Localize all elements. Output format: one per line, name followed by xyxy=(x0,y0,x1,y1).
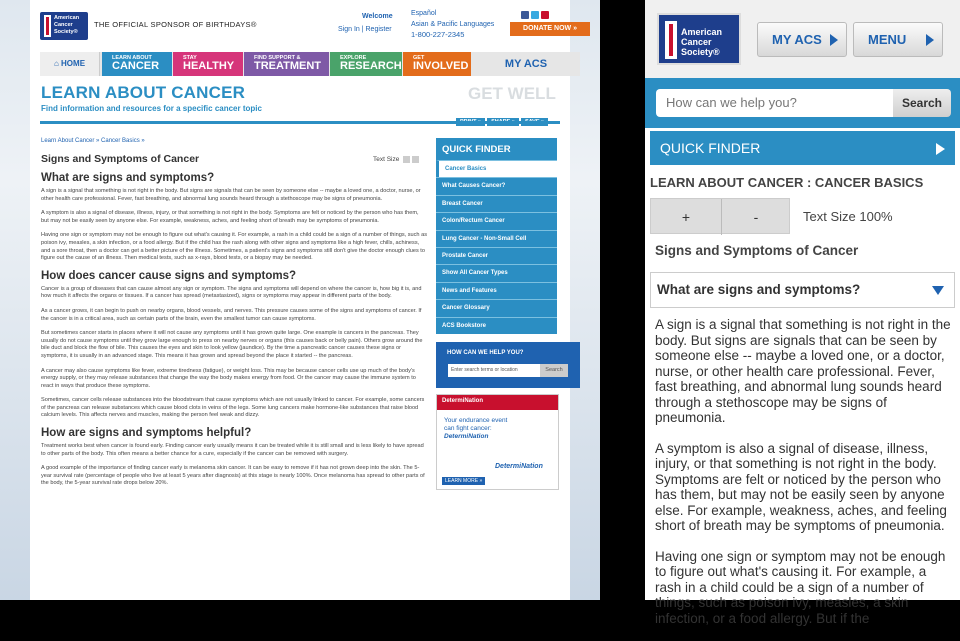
desktop-header xyxy=(40,0,577,48)
nav-tab-learn-about-cancer[interactable] xyxy=(102,52,172,76)
sword-icon xyxy=(665,21,677,59)
quick-finder-item[interactable]: Colon/Rectum Cancer xyxy=(436,212,557,229)
welcome-text: Welcome xyxy=(362,13,393,20)
acs-logo[interactable] xyxy=(40,12,88,40)
my-acs-button[interactable] xyxy=(757,22,847,57)
determination-brand: DetermiNation xyxy=(495,463,543,470)
determination-title: DetermiNation xyxy=(437,395,558,410)
quick-finder-item[interactable]: What Causes Cancer? xyxy=(436,177,557,194)
article-body xyxy=(41,172,427,495)
signin-register-link[interactable]: Sign In | Register xyxy=(338,26,392,33)
mobile-quick-finder[interactable] xyxy=(650,131,955,165)
nav-tab-explore-research[interactable] xyxy=(330,52,402,76)
donate-now-button[interactable]: DONATE NOW » xyxy=(510,22,590,36)
mobile-article-body xyxy=(655,317,953,641)
quick-finder-item[interactable]: ACS Bookstore xyxy=(436,317,557,334)
chevron-right-icon xyxy=(936,143,945,155)
my-acs-label: MY ACS xyxy=(772,32,822,47)
nav-tab-small: EXPLORE xyxy=(340,55,367,61)
paragraph: A good example of the importance of finding cancer early is melanoma skin cancer. It can be easy to remove if it has not grown deep into the skin. The 5-year survival rate (percentage of people who live at least 5 years after diagnosis) at this stage is nearly 100%. Once melanoma has spread to other parts of the body, the 5-year survival rate drops below 20%. xyxy=(41,465,425,487)
mobile-page-title: Signs and Symptoms of Cancer xyxy=(655,243,859,258)
mobile-search-button[interactable]: Search xyxy=(893,89,951,117)
sword-icon xyxy=(44,15,51,37)
text-size-label: Text Size xyxy=(373,156,400,164)
paragraph: A symptom is also a signal of disease, illness, injury, or that something is not right in the body. Symptoms are felt or noticed by the person who has them, but may not be easily seen by anyone else. For example, weakness, aches, and feeling short of breath may be symptoms of pneumonia. xyxy=(655,440,947,533)
nav-tab-small: LEARN ABOUT xyxy=(112,55,152,61)
paragraph: Having one sign or symptom may not be enough to figure out what's causing it. For example, a rash in a child could be a sign of a number of things, such as poison ivy, measles, a skin infection, or a food allergy. But if the child has the rash along with other signs and symptoms like a high fever, chills, achiness, and a sore throat, then a doctor can get a better picture of the illness. Sometimes, a patient's signs and symptoms still don't give the doctor enough clues to figure out the cause of an illness. Then medical tests, such as x-rays, blood tests, or a biopsy may be needed. xyxy=(41,232,428,262)
quick-finder-item[interactable]: News and Features xyxy=(436,282,557,299)
learn-more-button[interactable]: LEARN MORE » xyxy=(442,477,485,485)
nav-tab-big: RESEARCH xyxy=(340,60,402,72)
asian-languages-link[interactable]: Asian & Pacific Languages xyxy=(411,21,495,28)
nav-tab-small: FIND SUPPORT & xyxy=(254,55,301,61)
text-size-stepper xyxy=(650,198,790,234)
help-search-button[interactable]: Search xyxy=(540,364,568,377)
paragraph: A sign is a signal that something is not right in the body. But signs are signals that can be seen by someone else -- maybe a loved one, or a doctor, nurse, or other health care professional. Fever, fast breathing, and abnormal lung sounds heard through a stethoscope may be signs of pneumonia. xyxy=(655,317,951,425)
espanol-link[interactable]: Español xyxy=(411,10,437,17)
sponsor-tagline: THE OFFICIAL SPONSOR OF BIRTHDAYS® xyxy=(94,20,257,29)
paragraph: A sign is a signal that something is not right in the body. But signs are signals that can be seen by someone else -- maybe a loved one, a doctor, nurse, or other health care professional. Fever, fast breathing, and abnormal lung sounds heard through a stethoscope may be signs of pneumonia. xyxy=(41,188,421,202)
paragraph: A cancer may also cause symptoms like fever, extreme tiredness (fatigue), or weight loss. This may be because cancer cells use up much of the body's energy supply, or they may release substances that change the way the body makes energy from food. Or the cancer may cause the immune system to react in ways that produce these symptoms. xyxy=(41,367,416,389)
chevron-down-icon xyxy=(932,286,944,295)
quick-finder-label: QUICK FINDER xyxy=(660,140,761,156)
nav-tab-find-support-treatment[interactable] xyxy=(244,52,329,76)
nav-tab-big: HEALTHY xyxy=(183,60,235,72)
section-divider xyxy=(40,121,560,124)
main-nav xyxy=(40,52,580,76)
text-size-increase-icon[interactable] xyxy=(412,156,419,163)
paragraph: As a cancer grows, it can begin to push on nearby organs, blood vessels, and nerves. This pressure causes some of the signs and symptoms of cancer. If the cancer is in a critical area, such as certain parts of the brain, even the smallest tumor can cause symptoms. xyxy=(41,307,422,322)
mobile-acs-logo[interactable] xyxy=(657,13,741,65)
logo-text: American Cancer Society® xyxy=(681,27,723,57)
mobile-breadcrumb: LEARN ABOUT CANCER : CANCER BASICS xyxy=(650,175,924,190)
determination-ad[interactable] xyxy=(436,394,559,490)
determination-text xyxy=(444,417,507,441)
heading-how-helpful: How are signs and symptoms helpful? xyxy=(41,427,252,440)
nav-tab-small: GET xyxy=(413,55,425,61)
quick-finder-item[interactable]: Lung Cancer - Non-Small Cell xyxy=(436,230,557,247)
nav-tab-big: TREATMENT xyxy=(254,60,322,72)
paragraph: Treatment works best when cancer is found early. Finding cancer early usually means it can be treated while it is still small and is less likely to have spread to other parts of the body. This often means a better chance for a cure, especially if the cancer can be removed with surgery. xyxy=(41,443,424,457)
chevron-right-icon xyxy=(926,34,934,46)
twitter-icon[interactable] xyxy=(531,11,539,19)
determination-line: can fight cancer: xyxy=(444,425,492,432)
mobile-header xyxy=(645,0,960,78)
nav-my-acs[interactable]: MY ACS xyxy=(504,58,548,70)
nav-tab-big: INVOLVED xyxy=(413,60,469,72)
youtube-icon[interactable] xyxy=(541,11,549,19)
page-tools xyxy=(454,110,548,128)
section-dropdown-value: What are signs and symptoms? xyxy=(657,282,861,297)
heading-how-does-cancer: How does cancer cause signs and symptoms? xyxy=(41,269,296,282)
quick-finder-item[interactable]: Breast Cancer xyxy=(436,195,557,212)
paragraph: Cancer is a group of diseases that can cause almost any sign or symptom. The signs and symptoms will depend on where the cancer is, how big it is, and how much it affects the organs or tissues. If a cancer has spread (metastasized), signs or symptoms may appear in different parts of the body. xyxy=(41,285,422,300)
mobile-search-input[interactable]: How can we help you? xyxy=(656,89,893,117)
quick-finder-item[interactable]: Cancer Glossary xyxy=(436,299,557,316)
page-title: Signs and Symptoms of Cancer xyxy=(41,153,200,165)
desktop-page xyxy=(30,0,577,600)
text-size-decrease-icon[interactable] xyxy=(403,156,410,163)
help-search-box xyxy=(436,342,580,388)
text-size-decrease-button[interactable]: - xyxy=(753,209,759,225)
menu-label: MENU xyxy=(868,32,907,47)
paragraph: A symptom is also a signal of disease, illness, injury, or that something is not right in the body. Symptoms are felt or noticed by the person who has them, but may not be easily seen by anyone else. For example, weakness, aches, and feeling short of breath may be symptoms of pneumonia. xyxy=(41,210,419,224)
text-size-label: Text Size 100% xyxy=(803,209,893,224)
phone-number: 1-800-227-2345 xyxy=(411,30,465,39)
quick-finder xyxy=(436,138,557,334)
chevron-right-icon xyxy=(830,34,838,46)
paragraph: Having one sign or symptom may not be enough to figure out what's causing it. For example, a rash in a child could be a sign of a number of things, such as poison ivy, measles, a skin infection, or a food allergy. But if the xyxy=(655,548,946,626)
quick-finder-item[interactable]: Cancer Basics xyxy=(436,160,557,177)
help-search-input[interactable]: Enter search terms or location xyxy=(448,364,540,377)
nav-tab-big: CANCER xyxy=(112,60,160,72)
determination-line: DetermiNation xyxy=(444,433,489,440)
heading-what-are-signs: What are signs and symptoms? xyxy=(41,172,215,184)
quick-finder-item[interactable]: Prostate Cancer xyxy=(436,247,557,264)
nav-tab-small: STAY xyxy=(183,55,197,61)
section-dropdown[interactable] xyxy=(650,272,955,308)
get-well-label: GET WELL xyxy=(468,84,556,103)
section-title: LEARN ABOUT CANCER xyxy=(41,83,246,102)
menu-button[interactable] xyxy=(853,22,943,57)
paragraph: Sometimes, cancer cells release substances into the bloodstream that cause symptoms which are not usually linked to cancer. For example, some cancers of the pancreas can release substances which cause blood clots in veins of the legs. Some lung cancers make hormone-like substances that raise blood calcium levels. This affects nerves and muscles, making the person feel weak and dizzy. xyxy=(41,397,425,419)
help-title: HOW CAN WE HELP YOU? xyxy=(447,350,524,356)
nav-tab-stay-healthy[interactable] xyxy=(173,52,243,76)
text-size-control xyxy=(373,156,419,163)
facebook-icon[interactable] xyxy=(521,11,529,19)
mobile-screenshot xyxy=(645,0,960,626)
text-size-increase-button[interactable]: + xyxy=(681,209,691,225)
paragraph: But sometimes cancer starts in places where it will not cause any symptoms until it has grown quite large. One example is cancers in the pancreas. They usually do not cause symptoms until they grow large enough to press on nearby nerves or organs (this causes back or belly pain). Others grow around the bile duct and block the flow of bile. This causes the eyes and skin to look yellow (jaundice). By the time a pancreatic cancer causes these signs or symptoms, it is usually in an advanced stage. This means it has grown and spread beyond the place it started -- the pancreas. xyxy=(41,330,423,359)
section-subtitle: Find information and resources for a specific cancer topic xyxy=(41,104,262,113)
logo-text: American Cancer Society® xyxy=(54,15,80,35)
quick-finder-item[interactable]: Show All Cancer Types xyxy=(436,264,557,281)
breadcrumb[interactable]: Learn About Cancer » Cancer Basics » xyxy=(41,138,145,144)
nav-tab-get-involved[interactable] xyxy=(403,52,471,76)
quick-finder-title: QUICK FINDER xyxy=(436,138,557,160)
determination-line: Your endurance event xyxy=(444,417,508,424)
nav-home[interactable]: ⌂ HOME xyxy=(40,52,100,76)
language-links xyxy=(411,8,494,30)
